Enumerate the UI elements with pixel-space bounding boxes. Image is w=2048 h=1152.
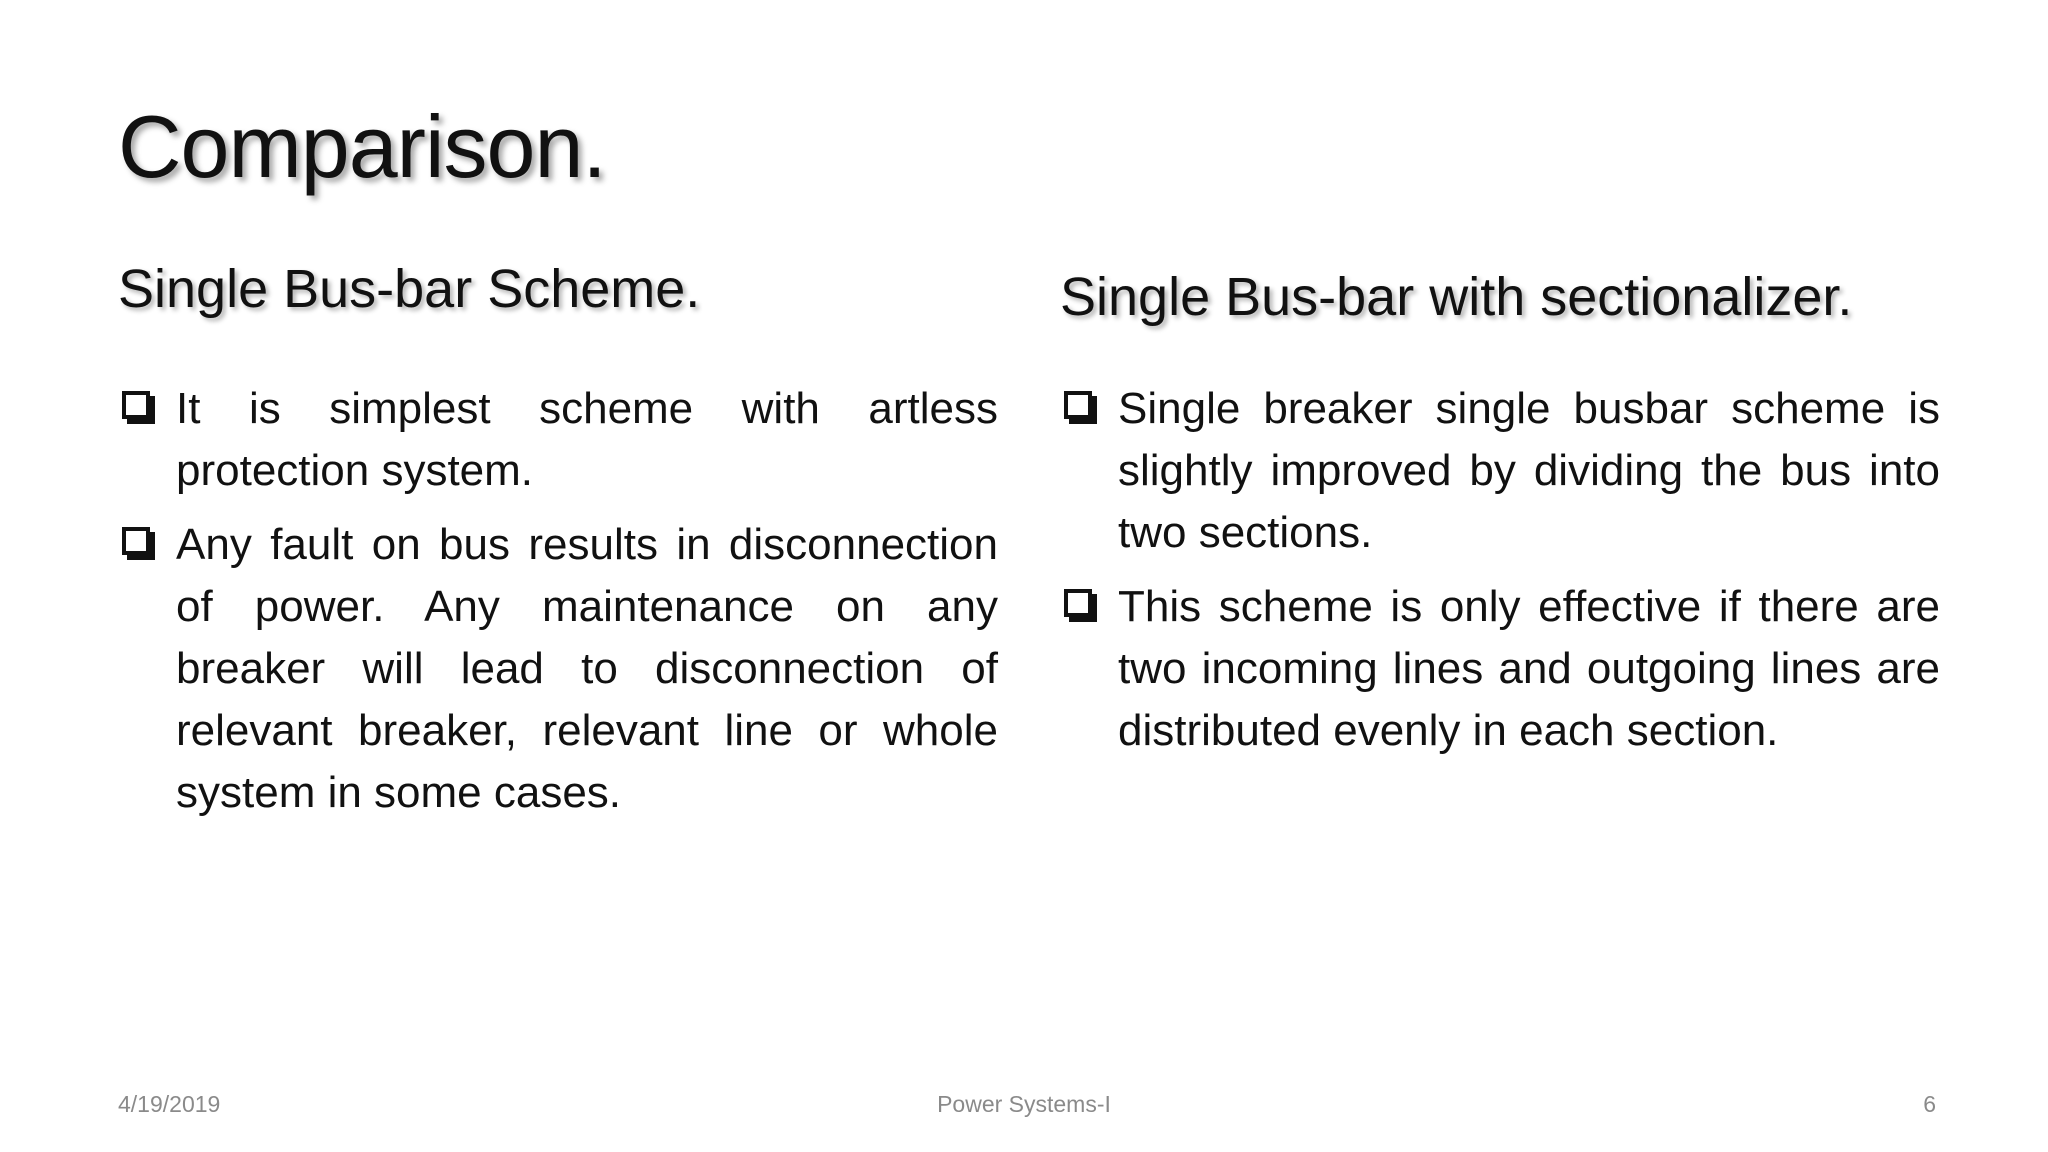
bullet-text: This scheme is only effective if there are two incoming lines and outgoing lines are distributed evenly in each section. [1118, 582, 1940, 755]
bullet-item [118, 514, 998, 824]
slide-title: Comparison. [118, 97, 606, 196]
bullet-item [118, 378, 998, 502]
bullet-text: It is simplest scheme with artless protection system. [176, 384, 998, 495]
right-column-heading: Single Bus-bar with sectionalizer. [1060, 267, 1853, 327]
left-column-heading: Single Bus-bar Scheme. [118, 259, 701, 319]
left-bullet-list [118, 378, 998, 836]
hollow-square-bullet-icon [122, 527, 150, 555]
footer-page-number: 6 [1923, 1091, 1936, 1117]
hollow-square-bullet-icon [1064, 391, 1092, 419]
hollow-square-bullet-icon [1064, 589, 1092, 617]
bullet-text: Any fault on bus results in disconnection of power. Any maintenance on any breaker will lead to disconnection of relevant breaker, relevant line or whole system in some cases. [176, 520, 998, 817]
right-bullet-list [1060, 378, 1940, 774]
bullet-item [1060, 576, 1940, 762]
bullet-text: Single breaker single busbar scheme is slightly improved by dividing the bus into two sections. [1118, 384, 1940, 557]
hollow-square-bullet-icon [122, 391, 150, 419]
footer-date: 4/19/2019 [118, 1091, 221, 1117]
bullet-item [1060, 378, 1940, 564]
footer-course-title: Power Systems-I [937, 1091, 1111, 1117]
